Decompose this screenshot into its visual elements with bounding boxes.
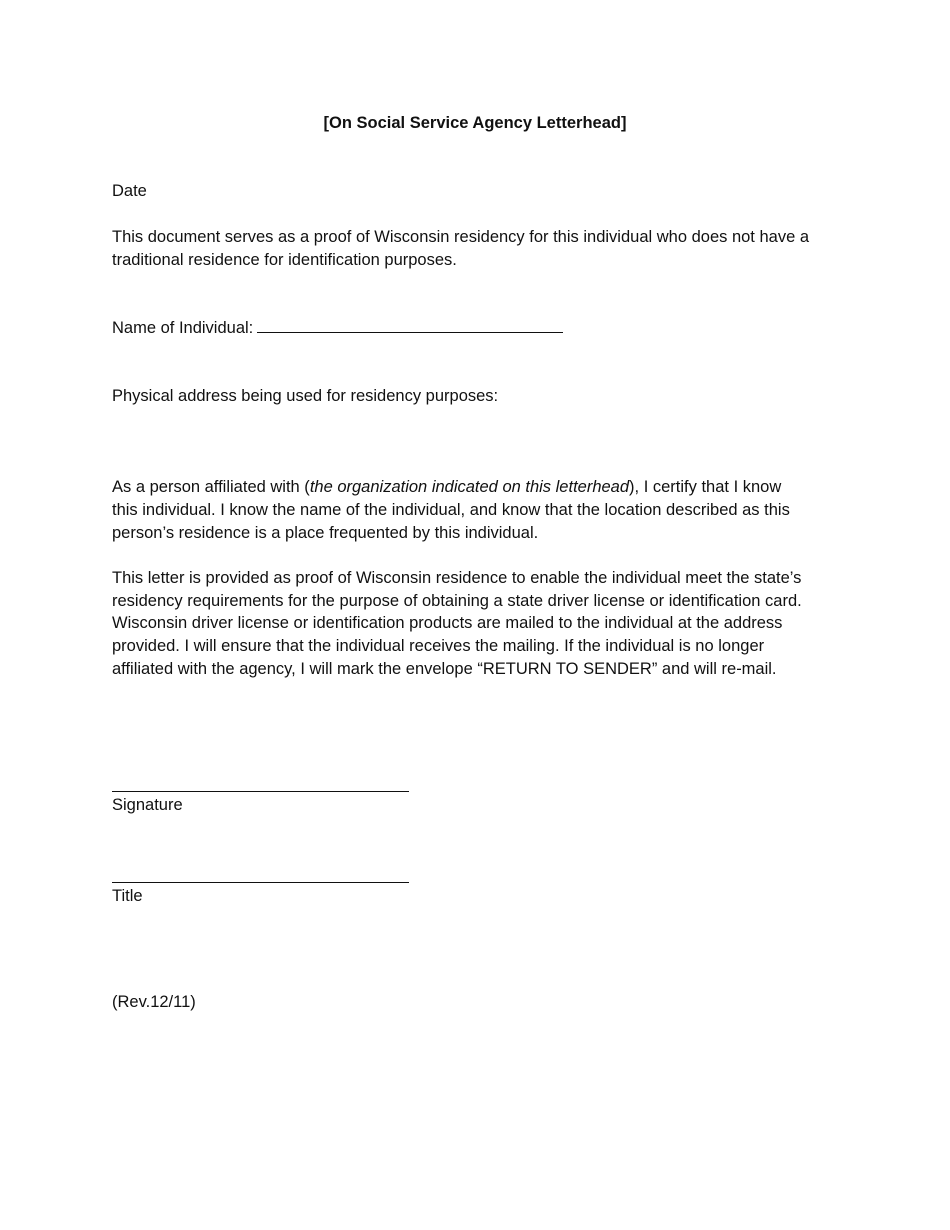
signature-line: [112, 791, 409, 792]
certify-line-1: [112, 476, 781, 499]
name-label: Name of Individual:: [112, 319, 254, 337]
title-label: Title: [112, 887, 143, 905]
name-field-row: [112, 317, 563, 340]
certify-line-2: this individual. I know the name of the individual, and know that the location described as this: [112, 501, 790, 519]
date-label: Date: [112, 182, 147, 200]
revision-note: (Rev.12/11): [112, 993, 196, 1011]
title-line: [112, 882, 409, 883]
intro-line-1: This document serves as a proof of Wisconsin residency for this individual who does not have a: [112, 228, 810, 246]
certify-suffix: ), I certify that I know: [629, 478, 782, 496]
proof-line-3: Wisconsin driver license or identification products are mailed to the individual at the address: [112, 614, 783, 632]
letterhead-heading: [On Social Service Agency Letterhead]: [323, 114, 627, 132]
certify-line-3: person’s residence is a place frequented by this individual.: [112, 524, 539, 542]
name-blank-line: [257, 317, 563, 333]
certify-italic: the organization indicated on this letterhead: [309, 478, 630, 496]
certify-prefix: As a person affiliated with (: [112, 478, 310, 496]
proof-line-5: affiliated with the agency, I will mark the envelope “RETURN TO SENDER” and will re-mail.: [112, 660, 777, 678]
proof-line-4: provided. I will ensure that the individual receives the mailing. If the individual is no longer: [112, 637, 765, 655]
proof-line-2: residency requirements for the purpose of obtaining a state driver license or identification card.: [112, 592, 802, 610]
intro-line-2: traditional residence for identification purposes.: [112, 251, 457, 269]
address-label: Physical address being used for residency purposes:: [112, 387, 499, 405]
proof-line-1: This letter is provided as proof of Wisconsin residence to enable the individual meet the state’s: [112, 569, 802, 587]
signature-label: Signature: [112, 796, 183, 814]
